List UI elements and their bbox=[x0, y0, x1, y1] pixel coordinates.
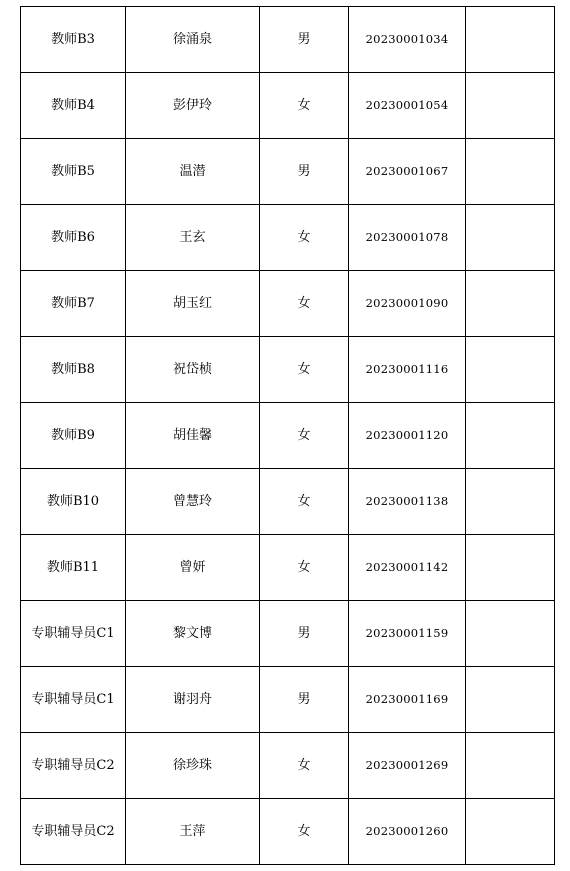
table-row bbox=[21, 7, 555, 73]
position-cell: 专职辅导员C1 bbox=[21, 601, 126, 667]
table-row bbox=[21, 469, 555, 535]
note-cell bbox=[466, 601, 555, 667]
note-cell bbox=[466, 733, 555, 799]
name-cell: 王玄 bbox=[126, 205, 260, 271]
name-cell: 胡玉红 bbox=[126, 271, 260, 337]
gender-cell: 女 bbox=[260, 469, 349, 535]
note-cell bbox=[466, 73, 555, 139]
name-cell: 王萍 bbox=[126, 799, 260, 865]
exam-id-cell: 20230001067 bbox=[349, 139, 466, 205]
name-cell: 胡佳馨 bbox=[126, 403, 260, 469]
note-cell bbox=[466, 7, 555, 73]
note-cell bbox=[466, 271, 555, 337]
exam-id-cell: 20230001142 bbox=[349, 535, 466, 601]
note-cell bbox=[466, 205, 555, 271]
name-cell: 谢羽舟 bbox=[126, 667, 260, 733]
note-cell bbox=[466, 469, 555, 535]
position-cell: 教师B11 bbox=[21, 535, 126, 601]
gender-cell: 女 bbox=[260, 337, 349, 403]
position-cell: 专职辅导员C1 bbox=[21, 667, 126, 733]
gender-cell: 男 bbox=[260, 601, 349, 667]
exam-id-cell: 20230001159 bbox=[349, 601, 466, 667]
position-cell: 教师B10 bbox=[21, 469, 126, 535]
exam-id-cell: 20230001090 bbox=[349, 271, 466, 337]
table-row bbox=[21, 733, 555, 799]
table-row bbox=[21, 139, 555, 205]
name-cell: 彭伊玲 bbox=[126, 73, 260, 139]
note-cell bbox=[466, 535, 555, 601]
gender-cell: 女 bbox=[260, 733, 349, 799]
exam-id-cell: 20230001138 bbox=[349, 469, 466, 535]
name-cell: 祝岱桢 bbox=[126, 337, 260, 403]
table-row bbox=[21, 535, 555, 601]
table-row bbox=[21, 337, 555, 403]
note-cell bbox=[466, 139, 555, 205]
position-cell: 教师B4 bbox=[21, 73, 126, 139]
gender-cell: 男 bbox=[260, 139, 349, 205]
table-row bbox=[21, 73, 555, 139]
gender-cell: 女 bbox=[260, 205, 349, 271]
name-cell: 曾慧玲 bbox=[126, 469, 260, 535]
gender-cell: 女 bbox=[260, 799, 349, 865]
name-cell: 徐珍珠 bbox=[126, 733, 260, 799]
position-cell: 教师B5 bbox=[21, 139, 126, 205]
position-cell: 教师B3 bbox=[21, 7, 126, 73]
table-row bbox=[21, 799, 555, 865]
name-cell: 曾妍 bbox=[126, 535, 260, 601]
note-cell bbox=[466, 403, 555, 469]
position-cell: 教师B7 bbox=[21, 271, 126, 337]
note-cell bbox=[466, 799, 555, 865]
gender-cell: 男 bbox=[260, 7, 349, 73]
table-row bbox=[21, 271, 555, 337]
note-cell bbox=[466, 337, 555, 403]
name-cell: 温潜 bbox=[126, 139, 260, 205]
position-cell: 专职辅导员C2 bbox=[21, 733, 126, 799]
position-cell: 教师B8 bbox=[21, 337, 126, 403]
roster-table-body bbox=[21, 7, 555, 865]
note-cell bbox=[466, 667, 555, 733]
table-row bbox=[21, 205, 555, 271]
exam-id-cell: 20230001078 bbox=[349, 205, 466, 271]
gender-cell: 女 bbox=[260, 535, 349, 601]
table-row bbox=[21, 667, 555, 733]
exam-id-cell: 20230001116 bbox=[349, 337, 466, 403]
gender-cell: 女 bbox=[260, 271, 349, 337]
position-cell: 教师B6 bbox=[21, 205, 126, 271]
exam-id-cell: 20230001054 bbox=[349, 73, 466, 139]
gender-cell: 女 bbox=[260, 403, 349, 469]
exam-id-cell: 20230001120 bbox=[349, 403, 466, 469]
name-cell: 黎文博 bbox=[126, 601, 260, 667]
gender-cell: 女 bbox=[260, 73, 349, 139]
position-cell: 教师B9 bbox=[21, 403, 126, 469]
exam-id-cell: 20230001269 bbox=[349, 733, 466, 799]
position-cell: 专职辅导员C2 bbox=[21, 799, 126, 865]
exam-id-cell: 20230001260 bbox=[349, 799, 466, 865]
table-row bbox=[21, 601, 555, 667]
roster-table bbox=[20, 6, 555, 865]
name-cell: 徐涌泉 bbox=[126, 7, 260, 73]
exam-id-cell: 20230001034 bbox=[349, 7, 466, 73]
gender-cell: 男 bbox=[260, 667, 349, 733]
exam-id-cell: 20230001169 bbox=[349, 667, 466, 733]
table-row bbox=[21, 403, 555, 469]
